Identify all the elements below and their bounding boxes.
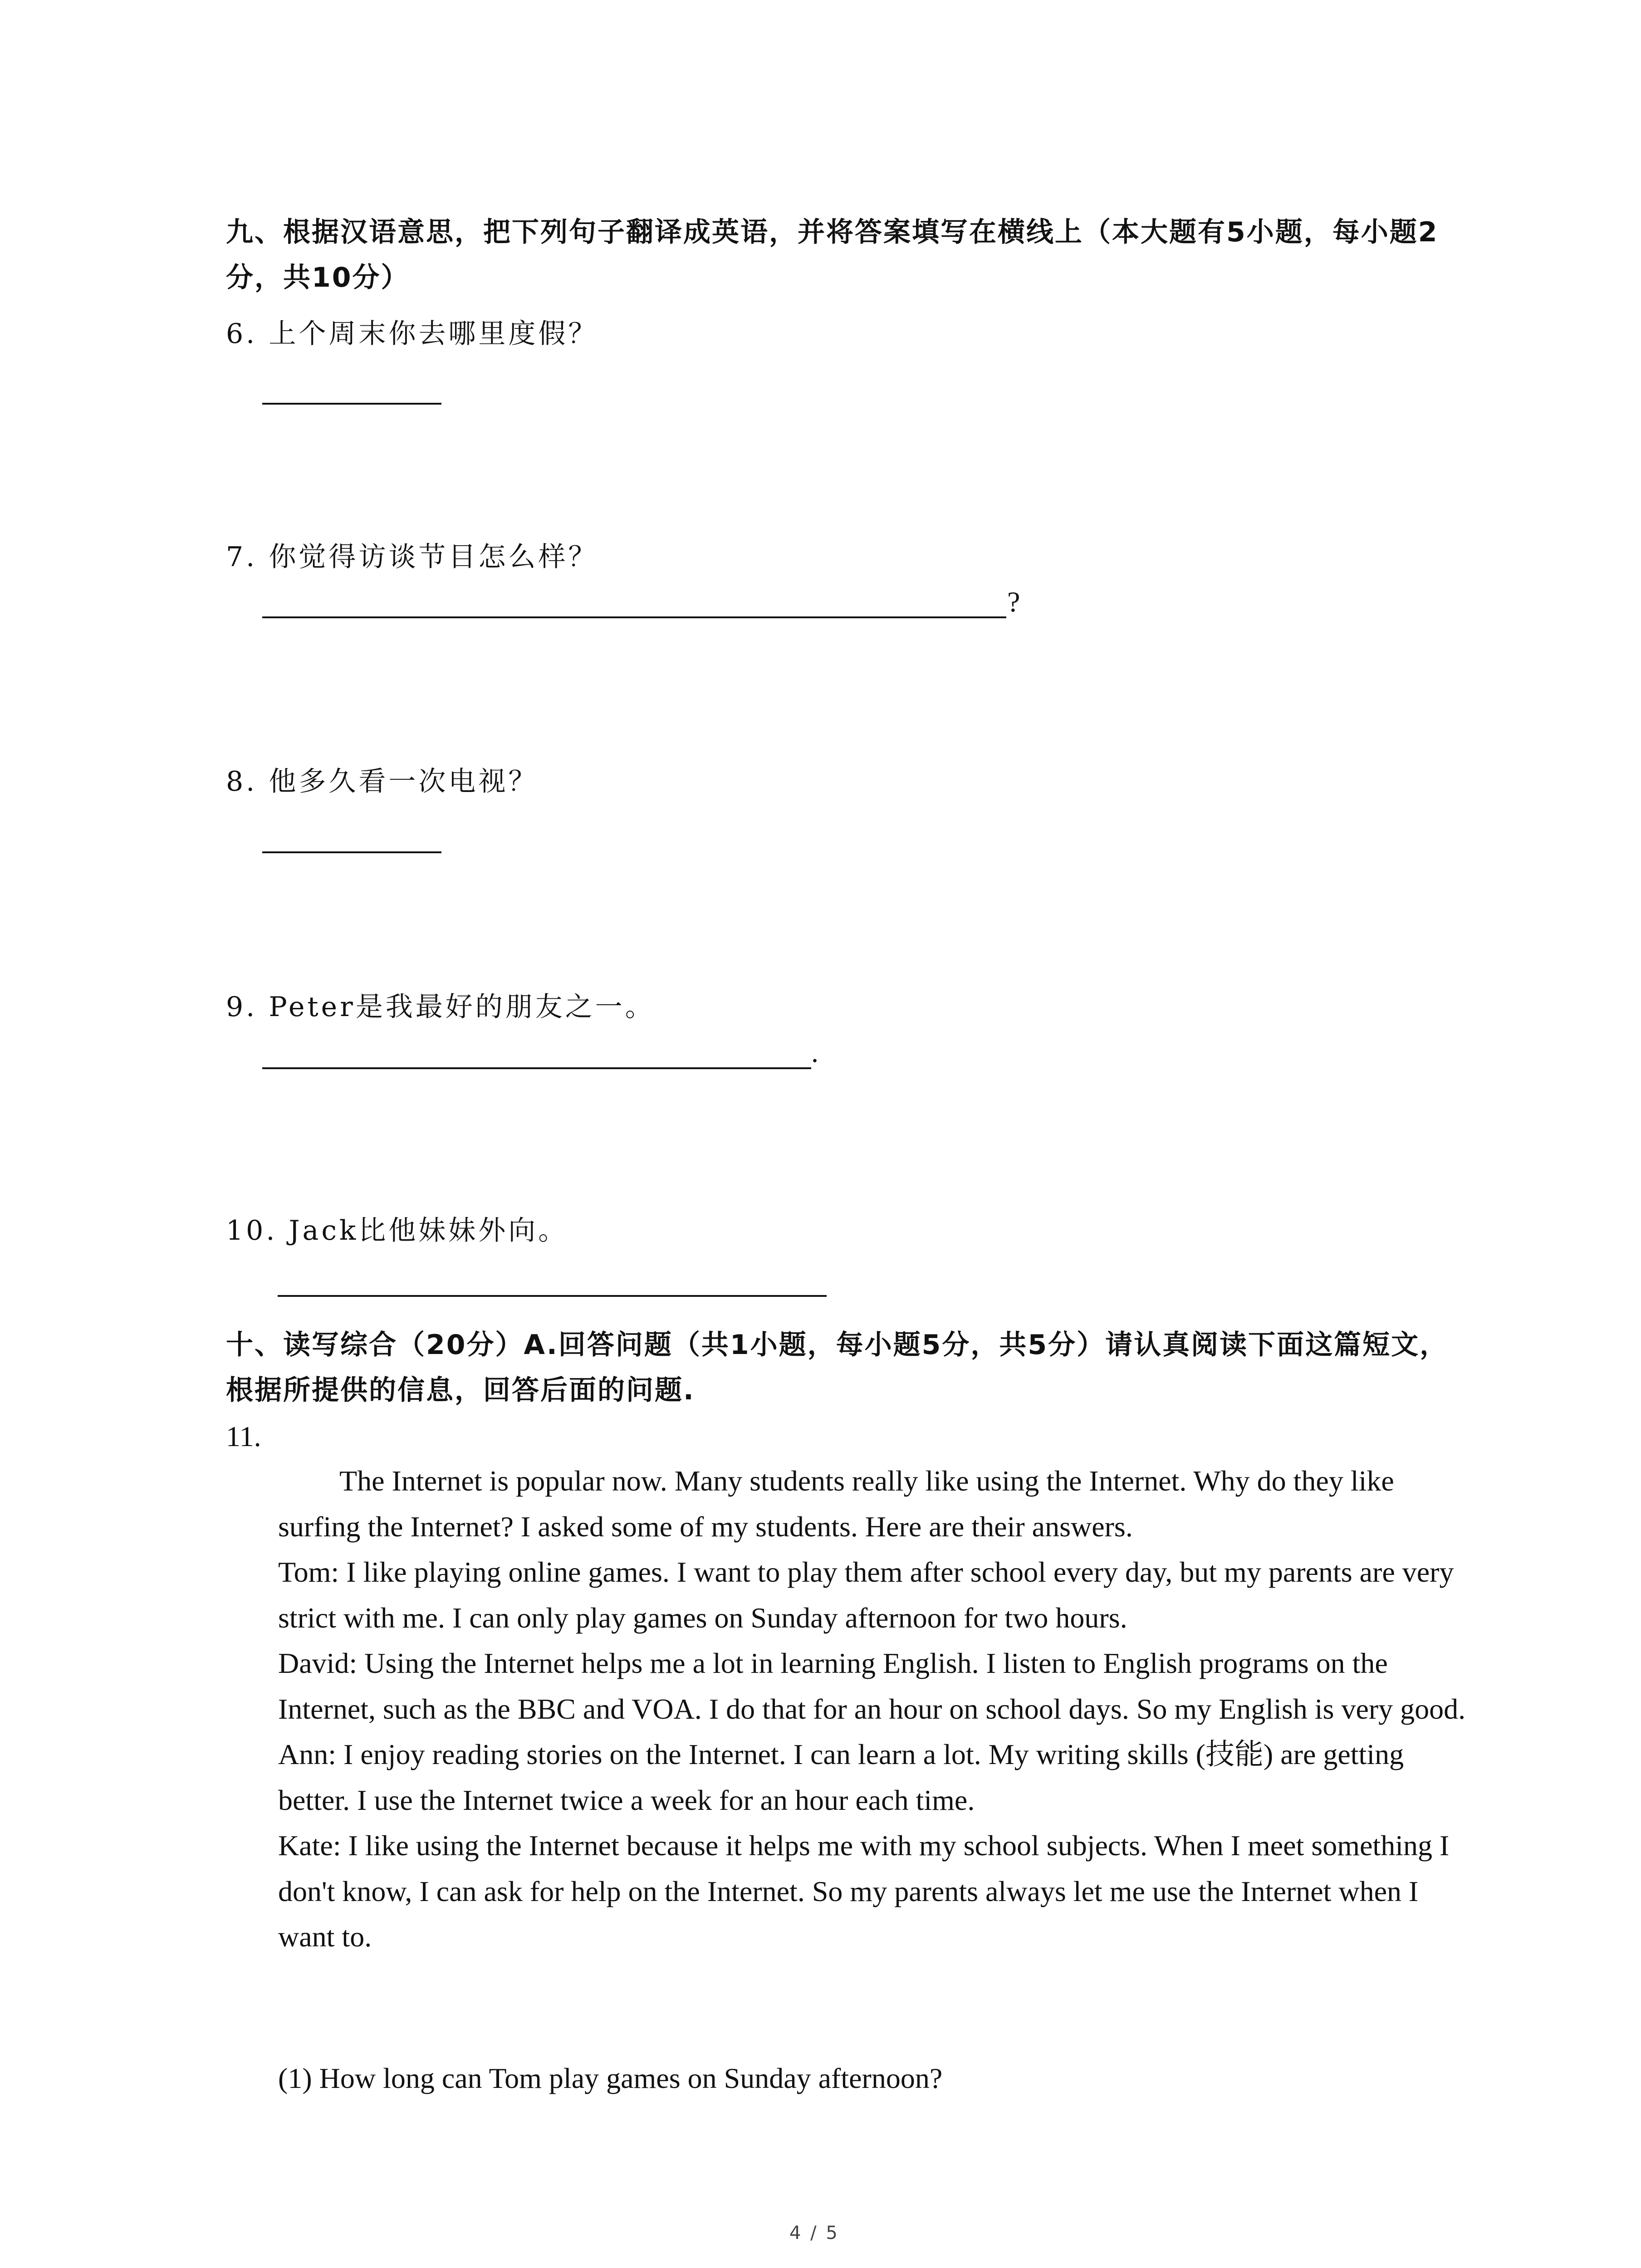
passage-intro: The Internet is popular now. Many students really like using the Internet. Why do they like surfing the Internet? I asked some of my students. Here are their answers. [278, 1465, 1394, 1543]
question-text: 你觉得访谈节目怎么样？ [269, 541, 598, 573]
answer-blank-9[interactable] [262, 1067, 811, 1069]
question-9 [226, 985, 655, 1024]
answer-suffix-9: . [811, 1036, 818, 1068]
question-number: 6. [226, 318, 258, 350]
question-8 [226, 760, 538, 799]
passage-tom: Tom: I like playing online games. I want to play them after school every day, but my parents are very strict with me. I can only play games on Sunday afternoon for two hours. [278, 1556, 1454, 1634]
question-text: 上个周末你去哪里度假？ [269, 318, 598, 350]
passage-kate: Kate: I like using the Internet because it helps me with my school subjects. When I meet something I don't know, I can ask for help on the Internet. So my parents always let me use the Internet when I want to. [278, 1829, 1450, 1953]
question-text: Jack比他妹妹外向。 [289, 1215, 568, 1246]
reading-passage [278, 1458, 1467, 1960]
answer-blank-8[interactable] [262, 851, 441, 853]
question-10 [226, 1209, 568, 1248]
passage-ann: Ann: I enjoy reading stories on the Internet. I can learn a lot. My writing skills (技能) are getting better. I use the Internet twice a week for an hour each time. [278, 1738, 1404, 1816]
question-text: Peter是我最好的朋友之一。 [269, 991, 655, 1023]
answer-suffix-7: ? [1007, 586, 1020, 618]
answer-blank-7[interactable] [262, 616, 1006, 618]
question-11-number: 11. [226, 1420, 261, 1452]
section-9-heading: 九、根据汉语意思，把下列句子翻译成英语，并将答案填写在横线上（本大题有5小题，每小题2分，共10分） [226, 216, 1439, 293]
answer-blank-6[interactable] [262, 403, 441, 405]
question-6 [226, 312, 598, 351]
page-number: 4 / 5 [789, 2223, 839, 2244]
section-10-heading: 十、读写综合（20分）A.回答问题（共1小题，每小题5分，共5分）请认真阅读下面这篇短文，根据所提供的信息，回答后面的问题. [226, 1329, 1449, 1406]
question-number: 9. [226, 991, 258, 1023]
answer-blank-10[interactable] [278, 1295, 827, 1297]
sub-question-1: (1) How long can Tom play games on Sunday afternoon? [278, 2062, 943, 2094]
question-number: 8. [226, 766, 258, 797]
question-number: 10. [226, 1215, 278, 1246]
question-number: 7. [226, 541, 258, 573]
question-7 [226, 535, 598, 574]
passage-david: David: Using the Internet helps me a lot in learning English. I listen to English programs on the Internet, such as the BBC and VOA. I do that for an hour on school days. So my English is very good. [278, 1647, 1466, 1725]
question-text: 他多久看一次电视？ [269, 766, 539, 797]
